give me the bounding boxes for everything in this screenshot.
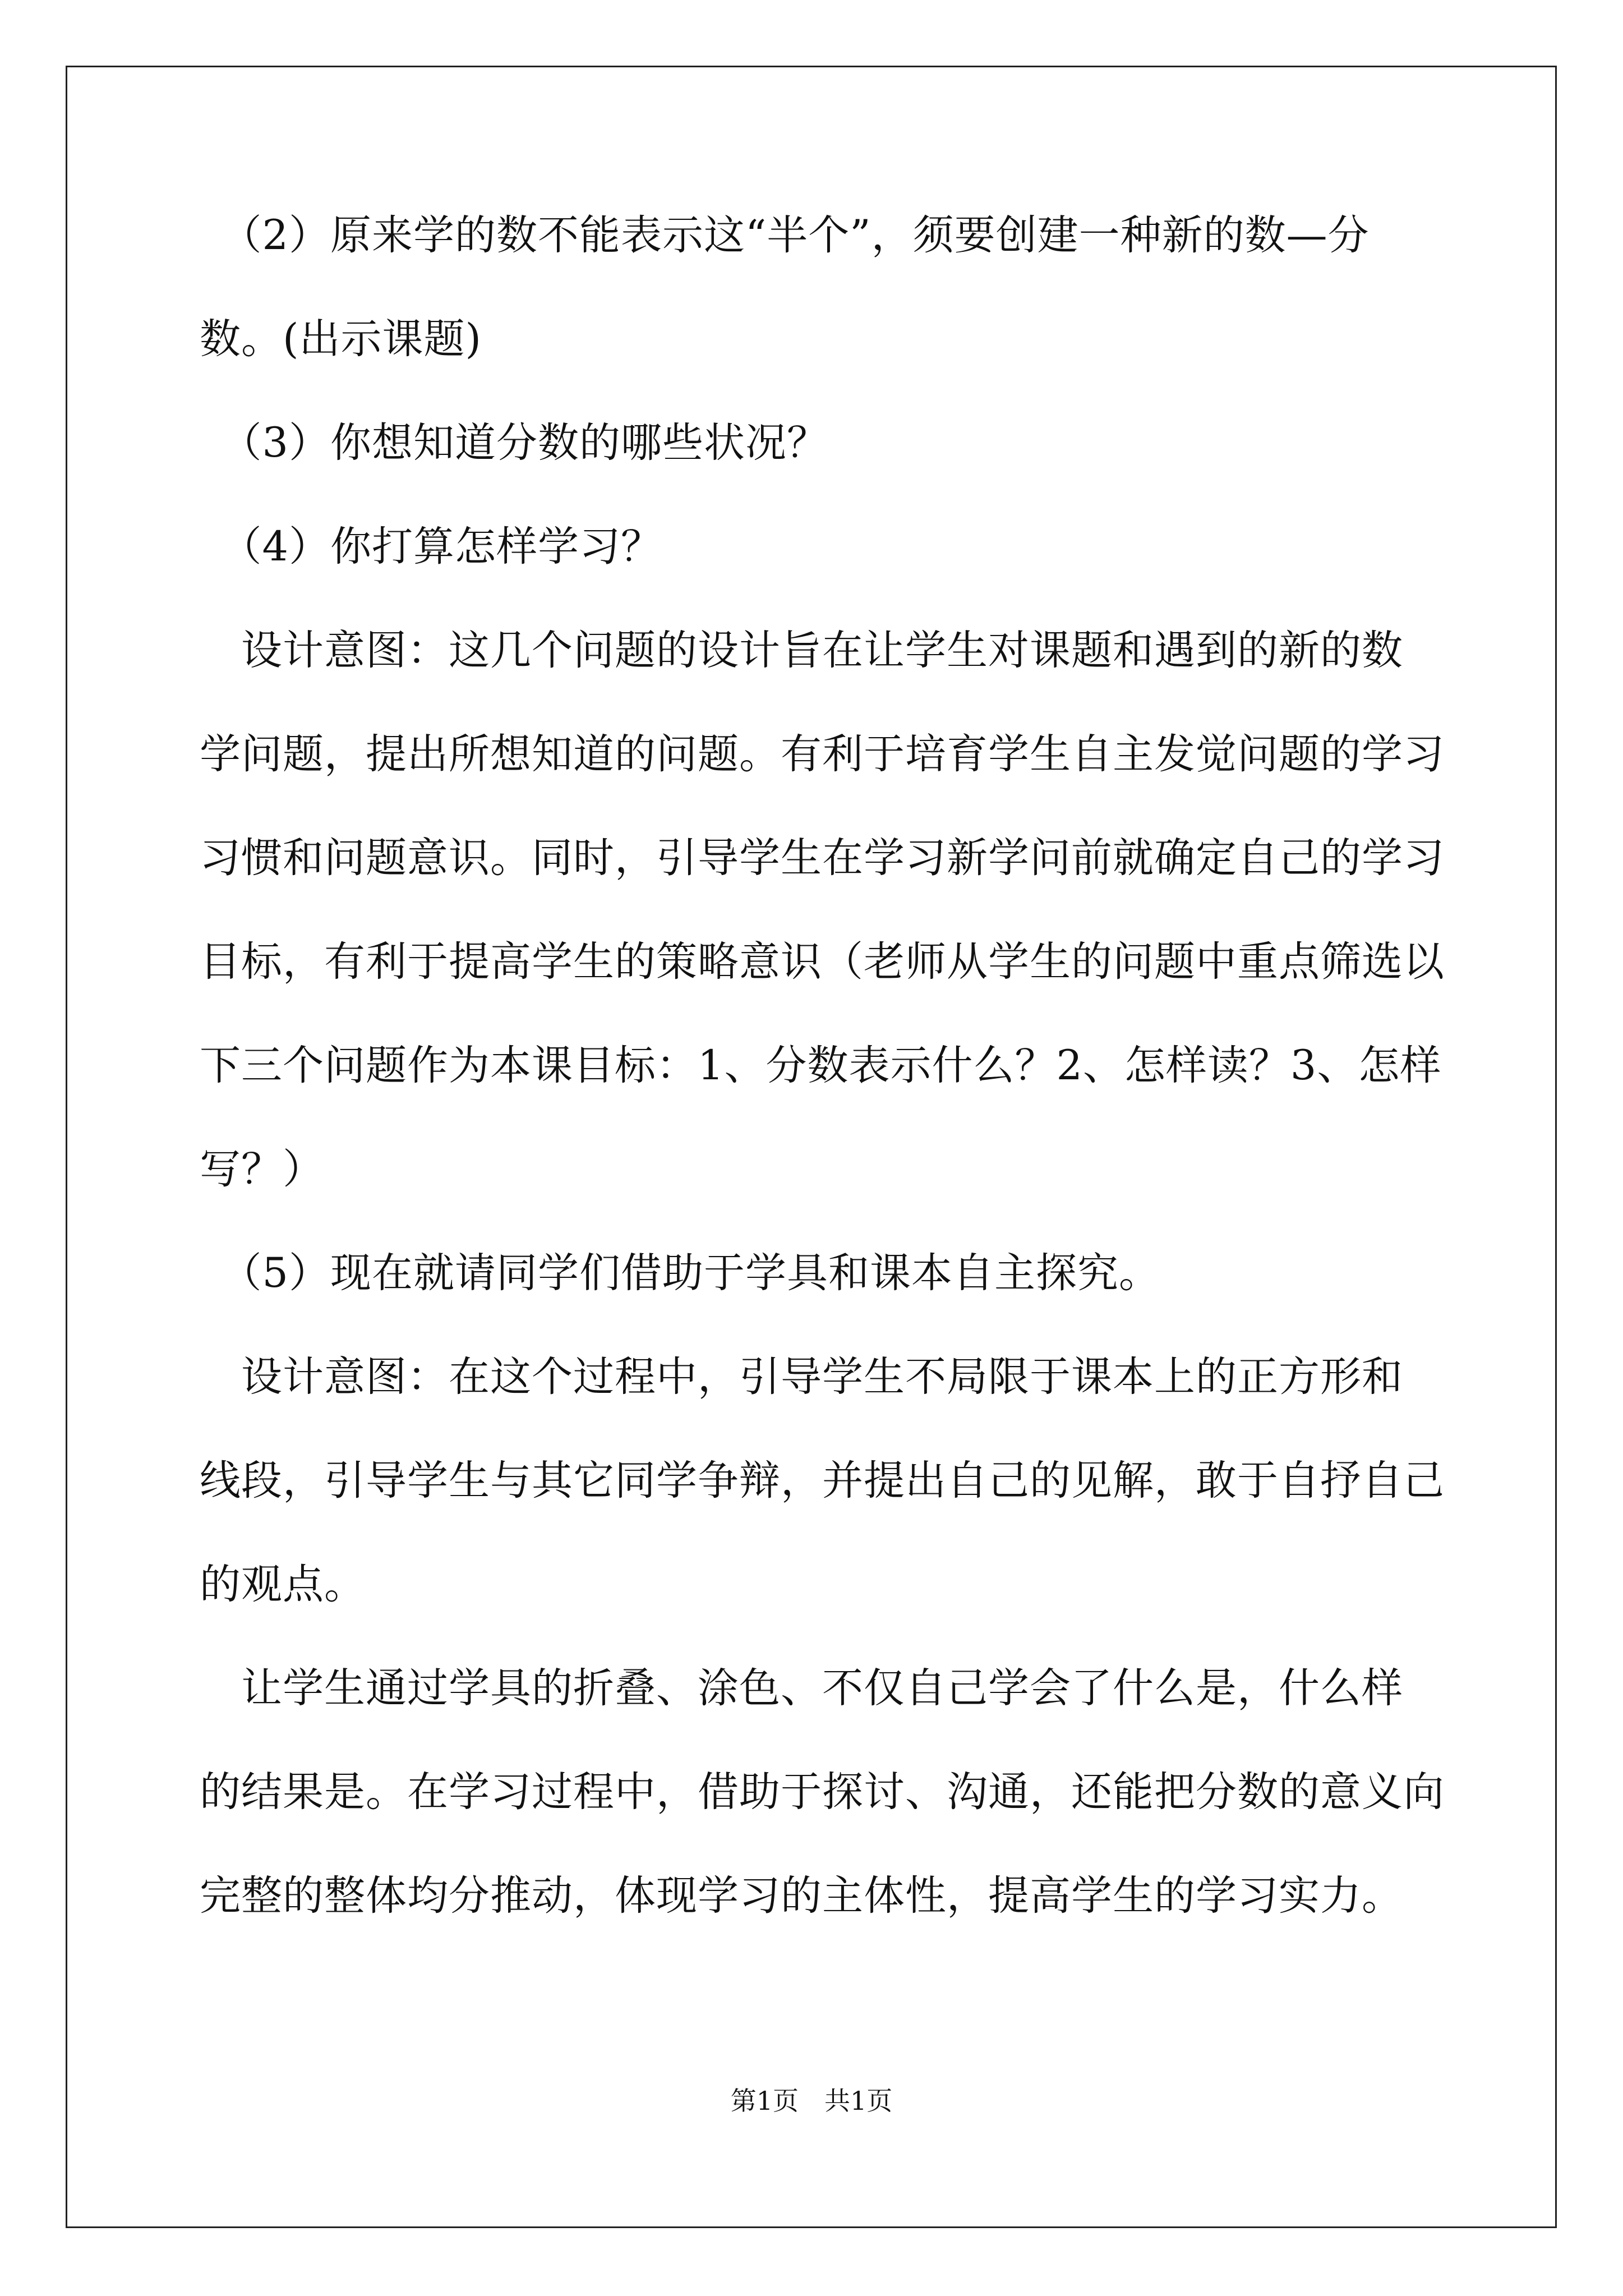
text-line: 的观点。 [200,1561,366,1608]
text-line: 习惯和问题意识。同时，引导学生在学习新学问前就确定自己的学习 [200,834,1445,882]
text-line: （4）你打算怎样学习？ [200,523,662,570]
text-line: （2）原来学的数不能表示这“半个”，须要创建一种新的数—分 [200,211,1370,259]
text-line: （3）你想知道分数的哪些状况？ [200,419,828,467]
text-line: 完整的整体均分推动，体现学习的主体性，提高学生的学习实力。 [200,1872,1403,1920]
page-number: 第1页 [730,2086,799,2116]
text-line: 让学生通过学具的折叠、涂色、不仅自己学会了什么是，什么样 [200,1664,1403,1712]
text-line: 下三个问题作为本课目标：1、分数表示什么？2、怎样读？3、怎样 [200,1042,1442,1089]
text-line: 的结果是。在学习过程中，借助于探讨、沟通，还能把分数的意义向 [200,1768,1445,1816]
text-line: 线段，引导学生与其它同学争辩，并提出自己的见解，敢于自抒自己 [200,1457,1445,1504]
page-footer [0,2084,1623,2118]
text-line: 学问题，提出所想知道的问题。有利于培育学生自主发觉问题的学习 [200,730,1445,778]
text-line: （5）现在就请同学们借助于学具和课本自主探究。 [200,1249,1160,1297]
text-line: 设计意图：在这个过程中，引导学生不局限于课本上的正方形和 [200,1353,1403,1401]
text-line: 数。(出示课题) [200,315,482,363]
text-line: 写？） [200,1145,324,1193]
text-line: 目标，有利于提高学生的策略意识（老师从学生的问题中重点筛选以 [200,938,1445,986]
text-line: 设计意图：这几个问题的设计旨在让学生对课题和遇到的新的数 [200,627,1403,674]
page-total: 共1页 [824,2086,893,2116]
